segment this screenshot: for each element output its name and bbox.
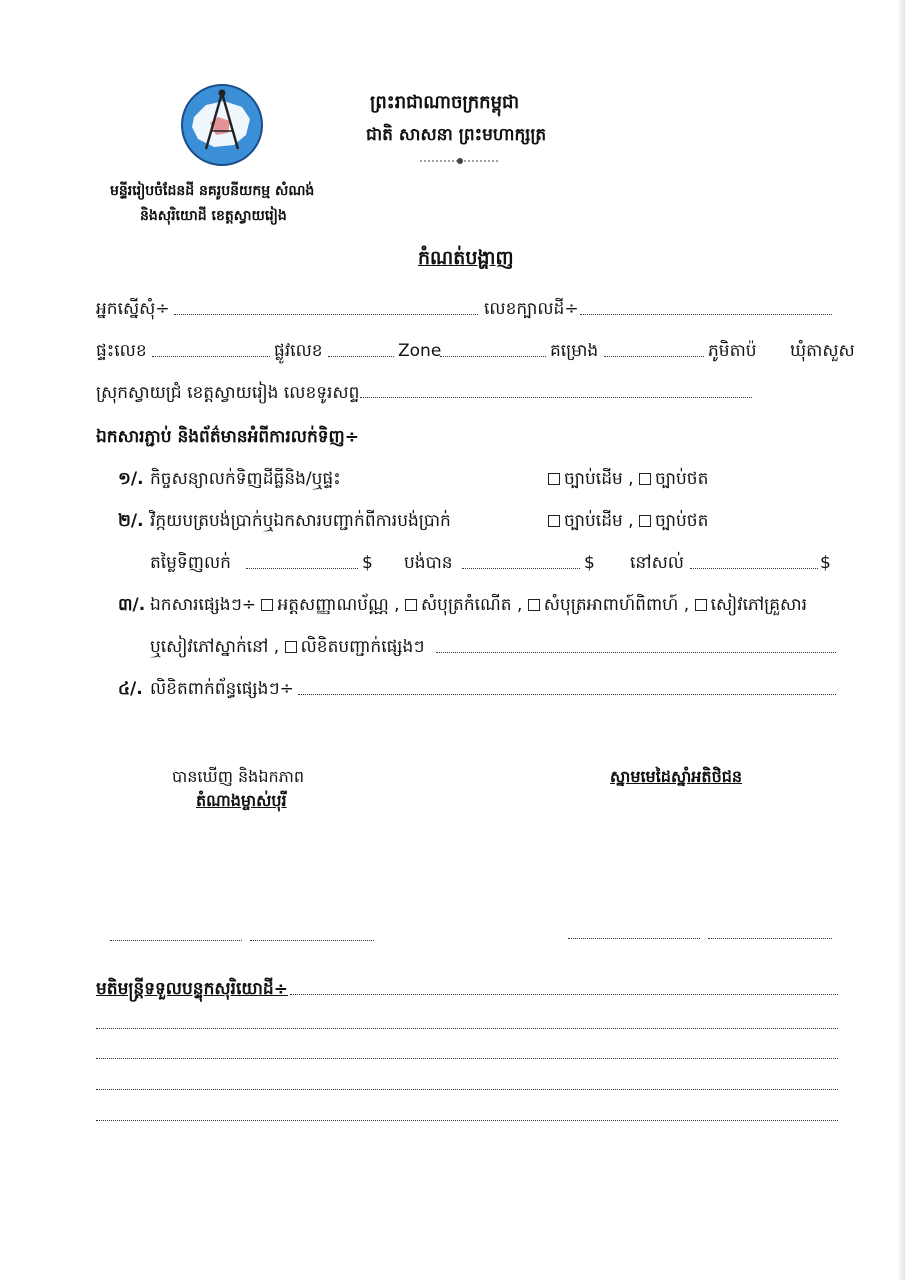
marriage-cert-checkbox[interactable]	[528, 599, 540, 611]
department-line2: និងសុរិយោដី ខេត្តស្វាយរៀង	[140, 208, 287, 224]
approval-label: បានឃើញ និងឯកភាព	[172, 767, 305, 786]
item1-number: ១/.	[118, 469, 144, 489]
family-book-label: សៀវភៅគ្រួសារ	[710, 595, 808, 615]
plan-field[interactable]	[604, 356, 704, 357]
item1-text: កិច្ចសន្យាលក់ទិញដីធ្លីនិង/ឬផ្ទះ	[150, 469, 341, 489]
page-edge-shadow	[897, 0, 905, 1280]
street-field[interactable]	[328, 356, 394, 357]
district-label: ស្រុកស្វាយជ្រំ ខេត្តស្វាយរៀង លេខទូរសព្ទ	[96, 383, 360, 403]
item3-options	[150, 594, 807, 616]
village-label: ភូមិតាប៉	[708, 341, 757, 361]
paid-label: បង់បាន	[404, 553, 453, 573]
client-thumbprint-label: ស្នាមមេដៃស្នាំអតិថិជន	[610, 767, 743, 786]
family-book-checkbox[interactable]	[695, 599, 707, 611]
item2-number: ២/.	[118, 511, 144, 531]
opinion-line-4[interactable]	[96, 1089, 838, 1090]
right-signature-line1[interactable]	[568, 938, 700, 939]
id-card-checkbox[interactable]	[261, 599, 273, 611]
item3-line2	[150, 636, 424, 658]
commune-label: ឃុំតាសួស	[790, 341, 855, 361]
item2-original-label: ច្បាប់ដើម ,	[564, 511, 634, 531]
item3-other-field[interactable]	[436, 652, 836, 653]
developer-representative-label: តំណាងម្ចាស់បុរី	[196, 791, 287, 810]
department-line1: មន្ទីររៀបចំដែនដី នគរូបនីយកម្ម សំណង់	[110, 183, 315, 199]
opinion-line-3[interactable]	[96, 1058, 838, 1059]
opinion-line-1[interactable]	[290, 994, 838, 995]
kingdom-title: ព្រះរាជាណាចក្រកម្ពុជា	[370, 92, 520, 113]
plan-label: គម្រោង	[550, 341, 599, 361]
applicant-field[interactable]	[174, 314, 478, 315]
opinion-line-5[interactable]	[96, 1120, 838, 1121]
house-field[interactable]	[152, 356, 270, 357]
opinion-line-2[interactable]	[96, 1028, 838, 1029]
item1-copy-checkbox[interactable]	[639, 473, 651, 485]
phone-field[interactable]	[360, 397, 752, 398]
national-motto: ជាតិ សាសនា ព្រះមហាក្សត្រ	[366, 125, 547, 145]
item1-original-checkbox[interactable]	[548, 473, 560, 485]
right-signature-line2[interactable]	[708, 938, 832, 939]
item3-text: ឯកសារផ្សេងៗ÷	[150, 595, 257, 615]
left-signature-line2[interactable]	[250, 940, 374, 941]
other-letters-label: លិខិតបញ្ជាក់ផ្សេងៗ	[300, 637, 425, 657]
paid-currency: $	[584, 553, 595, 573]
documents-heading: ឯកសារភ្ជាប់ និងព័ត៌មានអំពីការលក់ទិញ÷	[96, 427, 359, 447]
item3-number: ៣/.	[118, 595, 146, 615]
zone-label: Zone	[398, 341, 442, 361]
item2-options	[548, 510, 708, 532]
item1-original-label: ច្បាប់ដើម ,	[564, 469, 634, 489]
item2-copy-label: ច្បាប់ថត	[654, 511, 709, 531]
parcel-field[interactable]	[580, 314, 832, 315]
price-label: តម្លៃទិញលក់	[150, 553, 231, 573]
price-currency: $	[362, 553, 373, 573]
item2-copy-checkbox[interactable]	[639, 515, 651, 527]
applicant-label: អ្នកស្នើសុំ÷	[96, 299, 170, 319]
item4-field[interactable]	[298, 694, 836, 695]
remain-label: នៅសល់	[630, 553, 684, 573]
other-letters-checkbox[interactable]	[285, 641, 297, 653]
street-label: ផ្លូវលេខ	[274, 341, 323, 361]
item1-options	[548, 468, 708, 490]
parcel-label: លេខក្បាលដី÷	[484, 299, 579, 319]
remain-currency: $	[820, 553, 831, 573]
residence-book-label: ឬសៀវភៅស្នាក់នៅ ,	[150, 637, 280, 657]
price-field[interactable]	[246, 568, 358, 569]
item4-text: លិខិតពាក់ព័ន្ធផ្សេងៗ÷	[150, 679, 294, 699]
paid-field[interactable]	[462, 568, 580, 569]
officer-opinion-label: មតិមន្ត្រីទទួលបន្ទុកសុរិយោដី÷	[96, 979, 288, 999]
ornament-divider-icon	[420, 156, 500, 166]
marriage-cert-label: សំបុត្រអាពាហ៍ពិពាហ៍ ,	[543, 595, 690, 615]
birth-cert-label: សំបុត្រកំណើត ,	[421, 595, 523, 615]
item4-number: ៤/.	[118, 679, 143, 699]
left-signature-line1[interactable]	[110, 940, 242, 941]
item1-copy-label: ច្បាប់ថត	[654, 469, 709, 489]
house-label: ផ្ទះលេខ	[96, 341, 147, 361]
item2-original-checkbox[interactable]	[548, 515, 560, 527]
birth-cert-checkbox[interactable]	[405, 599, 417, 611]
compass-map-emblem-icon	[180, 83, 264, 167]
remain-field[interactable]	[690, 568, 818, 569]
id-card-label: អត្តសញ្ញាណប័ណ្ណ ,	[277, 595, 400, 615]
form-title: កំណត់បង្ហាញ	[418, 247, 514, 269]
zone-field[interactable]	[440, 356, 546, 357]
item2-text: វិក្កយបត្របង់ប្រាក់ឬឯកសារបញ្ជាក់ពីការបង់ប្រាក់	[150, 511, 451, 531]
